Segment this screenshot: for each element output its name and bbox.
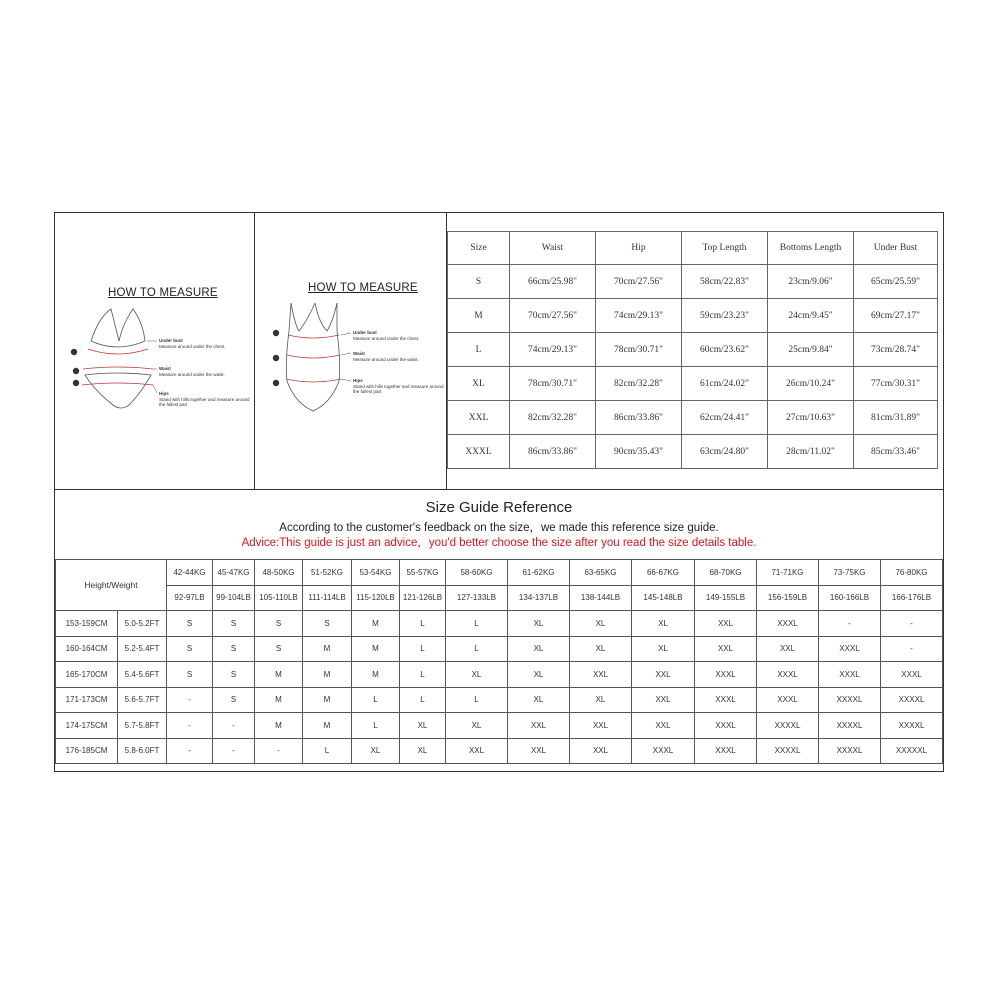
detail-value-cell: 62cm/24.41" [682, 401, 768, 435]
recommended-size-cell: - [167, 738, 213, 764]
recommended-size-cell: XXXXXL [881, 738, 943, 764]
weight-lb-header: 149-155LB [695, 585, 757, 611]
recommended-size-cell: XXXL [757, 687, 819, 713]
recommended-size-cell: S [213, 611, 255, 637]
recommended-size-cell: XXXL [695, 687, 757, 713]
weight-lb-header: 111-114LB [303, 585, 352, 611]
recommended-size-cell: XL [400, 713, 446, 739]
weight-kg-header: 76-80KG [881, 560, 943, 586]
weight-lb-header: 134-137LB [508, 585, 570, 611]
detail-value-cell: 28cm/11.02" [768, 435, 854, 469]
recommended-size-cell: XXXL [695, 662, 757, 688]
recommended-size-cell: XXL [632, 713, 695, 739]
detail-value-cell: 69cm/27.17" [854, 299, 938, 333]
recommended-size-cell: S [167, 662, 213, 688]
recommended-size-cell: XXXL [881, 662, 943, 688]
detail-value-cell: 63cm/24.80" [682, 435, 768, 469]
recommended-size-cell: S [255, 611, 303, 637]
detail-size-cell: M [448, 299, 510, 333]
recommended-size-cell: M [303, 687, 352, 713]
recommended-size-cell: XL [446, 662, 508, 688]
legend-waist: Waist Measure around under the waist. [159, 366, 225, 377]
recommended-size-cell: XXL [695, 636, 757, 662]
weight-lb-header: 99-104LB [213, 585, 255, 611]
reference-title: Size Guide Reference [425, 499, 573, 516]
recommended-size-cell: XXXXL [757, 713, 819, 739]
size-details-panel [447, 213, 943, 489]
weight-lb-header: 92-97LB [167, 585, 213, 611]
recommended-size-cell: XXXXL [819, 738, 881, 764]
detail-value-cell: 65cm/25.59" [854, 265, 938, 299]
legend-under-bust: Under bust Measure around under the chest. [159, 338, 226, 349]
height-ft-cell: 5.0-5.2FT [118, 611, 167, 637]
height-cm-cell: 171-173CM [56, 687, 118, 713]
recommended-size-cell: XL [446, 713, 508, 739]
recommended-size-cell: L [400, 611, 446, 637]
recommended-size-cell: XXXL [632, 738, 695, 764]
recommended-size-cell: L [352, 713, 400, 739]
size-chart-sheet [54, 212, 944, 772]
reference-row [56, 636, 943, 662]
detail-value-cell: 74cm/29.13" [596, 299, 682, 333]
weight-kg-header: 66-67KG [632, 560, 695, 586]
recommended-size-cell: XL [508, 636, 570, 662]
weight-kg-header: 63-65KG [570, 560, 632, 586]
recommended-size-cell: M [352, 611, 400, 637]
recommended-size-cell: S [213, 687, 255, 713]
detail-value-cell: 25cm/9.84" [768, 333, 854, 367]
recommended-size-cell: XL [570, 687, 632, 713]
detail-row [448, 367, 938, 401]
detail-value-cell: 26cm/10.24" [768, 367, 854, 401]
recommended-size-cell: XL [352, 738, 400, 764]
recommended-size-cell: - [881, 636, 943, 662]
recommended-size-cell: XL [570, 636, 632, 662]
height-ft-cell: 5.7-5.8FT [118, 713, 167, 739]
weight-kg-header: 58-60KG [446, 560, 508, 586]
detail-size-cell: XL [448, 367, 510, 401]
weight-lb-header: 156-159LB [757, 585, 819, 611]
weight-kg-header: 42-44KG [167, 560, 213, 586]
recommended-size-cell: XXL [695, 611, 757, 637]
recommended-size-cell: XXXXL [881, 713, 943, 739]
detail-value-cell: 27cm/10.63" [768, 401, 854, 435]
height-cm-cell: 165-170CM [56, 662, 118, 688]
detail-value-cell: 70cm/27.56" [596, 265, 682, 299]
weight-kg-header: 61-62KG [508, 560, 570, 586]
recommended-size-cell: XL [508, 687, 570, 713]
recommended-size-cell: - [213, 738, 255, 764]
height-weight-label: Height/Weight [56, 560, 167, 611]
recommended-size-cell: - [255, 738, 303, 764]
weight-lb-header: 127-133LB [446, 585, 508, 611]
recommended-size-cell: XXL [446, 738, 508, 764]
weight-lb-header: 105-110LB [255, 585, 303, 611]
weight-lb-header: 138-144LB [570, 585, 632, 611]
weight-kg-header: 55-57KG [400, 560, 446, 586]
recommended-size-cell: L [400, 636, 446, 662]
recommended-size-cell: - [881, 611, 943, 637]
weight-kg-header: 73-75KG [819, 560, 881, 586]
recommended-size-cell: XL [400, 738, 446, 764]
detail-value-cell: 61cm/24.02" [682, 367, 768, 401]
weight-lb-header: 121-126LB [400, 585, 446, 611]
recommended-size-cell: M [255, 687, 303, 713]
measure-panel-bikini [55, 213, 255, 489]
recommended-size-cell: - [819, 611, 881, 637]
weight-lb-header: 166-176LB [881, 585, 943, 611]
detail-header-cell: Bottoms Length [768, 232, 854, 265]
detail-row [448, 333, 938, 367]
reference-row [56, 611, 943, 637]
measure-panel-onepiece [255, 213, 447, 489]
legend-hips: Hips Stand with hills together and measure around the fullest part [159, 391, 250, 407]
detail-value-cell: 70cm/27.56" [510, 299, 596, 333]
detail-value-cell: 24cm/9.45" [768, 299, 854, 333]
detail-row [448, 401, 938, 435]
recommended-size-cell: L [303, 738, 352, 764]
recommended-size-cell: XXL [632, 687, 695, 713]
recommended-size-cell: XXL [508, 738, 570, 764]
detail-header-cell: Top Length [682, 232, 768, 265]
recommended-size-cell: S [213, 662, 255, 688]
how-to-measure-title: HOW TO MEASURE [108, 287, 218, 299]
recommended-size-cell: S [303, 611, 352, 637]
detail-header-cell: Hip [596, 232, 682, 265]
detail-header-cell: Waist [510, 232, 596, 265]
height-cm-cell: 153-159CM [56, 611, 118, 637]
height-cm-cell: 176-185CM [56, 738, 118, 764]
detail-size-cell: XXXL [448, 435, 510, 469]
detail-value-cell: 74cm/29.13" [510, 333, 596, 367]
size-details-table [447, 231, 938, 469]
top-section [55, 213, 943, 490]
recommended-size-cell: XXXL [819, 636, 881, 662]
detail-value-cell: 59cm/23.23" [682, 299, 768, 333]
recommended-size-cell: M [255, 713, 303, 739]
recommended-size-cell: M [352, 662, 400, 688]
reference-size-table [55, 559, 943, 764]
detail-value-cell: 86cm/33.86" [510, 435, 596, 469]
recommended-size-cell: XXL [757, 636, 819, 662]
recommended-size-cell: - [213, 713, 255, 739]
detail-value-cell: 60cm/23.62" [682, 333, 768, 367]
recommended-size-cell: XXXL [819, 662, 881, 688]
height-ft-cell: 5.4-5.6FT [118, 662, 167, 688]
detail-row [448, 299, 938, 333]
recommended-size-cell: XXL [632, 662, 695, 688]
recommended-size-cell: M [255, 662, 303, 688]
recommended-size-cell: XXL [508, 713, 570, 739]
detail-value-cell: 82cm/32.28" [510, 401, 596, 435]
recommended-size-cell: L [400, 662, 446, 688]
recommended-size-cell: S [167, 611, 213, 637]
reference-row [56, 687, 943, 713]
recommended-size-cell: XXXXL [819, 687, 881, 713]
detail-value-cell: 86cm/33.86" [596, 401, 682, 435]
recommended-size-cell: L [446, 687, 508, 713]
recommended-size-cell: XXL [570, 738, 632, 764]
legend-waist: Waist Measure around under the waist. [353, 351, 419, 362]
recommended-size-cell: XXL [570, 662, 632, 688]
weight-kg-header: 71-71KG [757, 560, 819, 586]
recommended-size-cell: S [167, 636, 213, 662]
recommended-size-cell: - [167, 713, 213, 739]
weight-kg-header: 48-50KG [255, 560, 303, 586]
weight-kg-header: 51-52KG [303, 560, 352, 586]
height-cm-cell: 160-164CM [56, 636, 118, 662]
recommended-size-cell: S [213, 636, 255, 662]
height-cm-cell: 174-175CM [56, 713, 118, 739]
weight-lb-header: 160-166LB [819, 585, 881, 611]
height-ft-cell: 5.6-5.7FT [118, 687, 167, 713]
recommended-size-cell: M [352, 636, 400, 662]
detail-size-cell: S [448, 265, 510, 299]
recommended-size-cell: XXL [570, 713, 632, 739]
recommended-size-cell: XXXL [757, 662, 819, 688]
recommended-size-cell: M [303, 636, 352, 662]
recommended-size-cell: XL [508, 662, 570, 688]
legend-hips: Hips Stand with hills together and measure around the fullest part [353, 378, 444, 394]
recommended-size-cell: XL [632, 636, 695, 662]
recommended-size-cell: XXXXL [881, 687, 943, 713]
how-to-measure-title: HOW TO MEASURE [308, 282, 418, 294]
reference-row [56, 662, 943, 688]
detail-header-cell: Under Bust [854, 232, 938, 265]
height-ft-cell: 5.2-5.4FT [118, 636, 167, 662]
recommended-size-cell: XXXL [695, 713, 757, 739]
recommended-size-cell: XXXXL [757, 738, 819, 764]
bikini-figure-illustration [55, 213, 255, 489]
detail-value-cell: 66cm/25.98" [510, 265, 596, 299]
recommended-size-cell: M [303, 662, 352, 688]
legend-under-bust: Under bust Measure around under the chest. [353, 330, 420, 341]
height-ft-cell: 5.8-6.0FT [118, 738, 167, 764]
recommended-size-cell: XXXXL [819, 713, 881, 739]
detail-value-cell: 23cm/9.06" [768, 265, 854, 299]
recommended-size-cell: XXXL [757, 611, 819, 637]
detail-value-cell: 90cm/35.43" [596, 435, 682, 469]
recommended-size-cell: M [303, 713, 352, 739]
detail-value-cell: 58cm/22.83" [682, 265, 768, 299]
recommended-size-cell: XL [632, 611, 695, 637]
recommended-size-cell: - [167, 687, 213, 713]
detail-value-cell: 81cm/31.89" [854, 401, 938, 435]
detail-value-cell: 85cm/33.46" [854, 435, 938, 469]
recommended-size-cell: S [255, 636, 303, 662]
detail-value-cell: 73cm/28.74" [854, 333, 938, 367]
detail-row [448, 265, 938, 299]
detail-value-cell: 78cm/30.71" [596, 333, 682, 367]
reference-row [56, 713, 943, 739]
recommended-size-cell: XL [508, 611, 570, 637]
detail-value-cell: 78cm/30.71" [510, 367, 596, 401]
reference-advice: Advice:This guide is just an advice，you'd better choose the size after you read the size details table. [241, 537, 757, 549]
weight-kg-header: 53-54KG [352, 560, 400, 586]
recommended-size-cell: L [352, 687, 400, 713]
reference-subtitle: According to the customer's feedback on the size，we made this reference size guide. [279, 522, 719, 534]
recommended-size-cell: XL [570, 611, 632, 637]
recommended-size-cell: L [446, 611, 508, 637]
detail-size-cell: XXL [448, 401, 510, 435]
weight-lb-header: 115-120LB [352, 585, 400, 611]
detail-size-cell: L [448, 333, 510, 367]
detail-header-cell: Size [448, 232, 510, 265]
weight-kg-header: 68-70KG [695, 560, 757, 586]
detail-value-cell: 77cm/30.31" [854, 367, 938, 401]
detail-value-cell: 82cm/32.28" [596, 367, 682, 401]
recommended-size-cell: L [446, 636, 508, 662]
detail-row [448, 435, 938, 469]
weight-kg-header: 45-47KG [213, 560, 255, 586]
reference-row [56, 738, 943, 764]
recommended-size-cell: L [400, 687, 446, 713]
weight-lb-header: 145-148LB [632, 585, 695, 611]
recommended-size-cell: XXXL [695, 738, 757, 764]
